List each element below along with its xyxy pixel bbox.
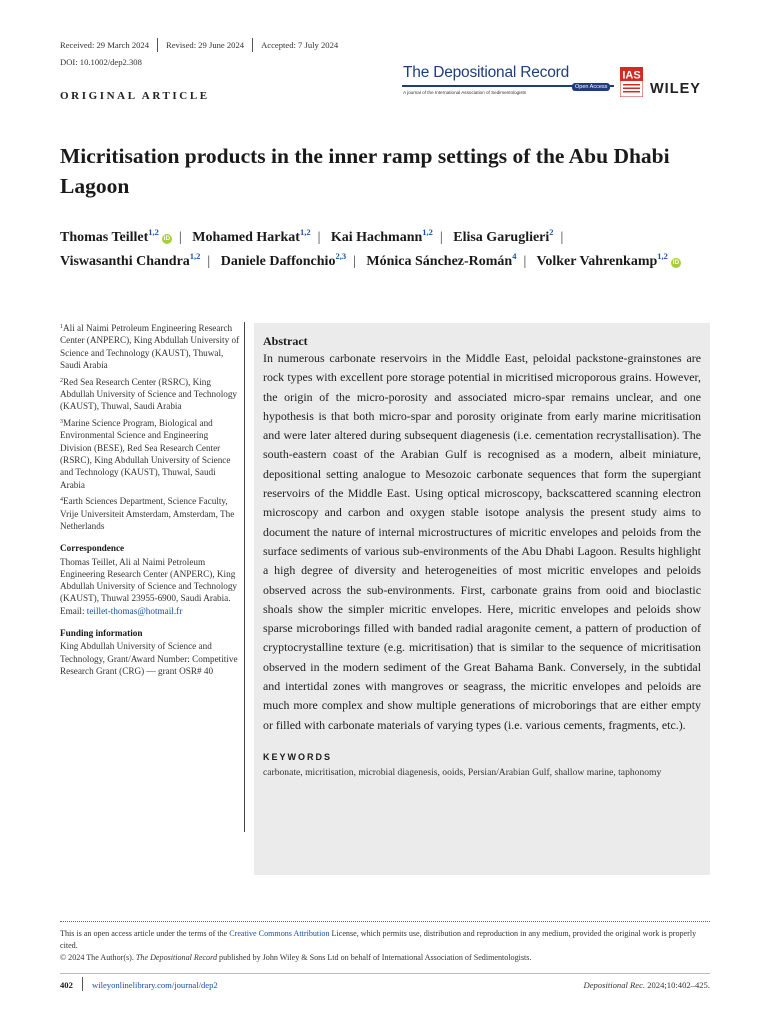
author[interactable] (453, 227, 554, 245)
journal-logo[interactable] (400, 64, 615, 98)
email-link[interactable]: teillet-thomas@hotmail.fr (86, 605, 183, 616)
abstract-heading: Abstract (263, 334, 308, 348)
affiliation (60, 376, 240, 413)
received-date: Received: 29 March 2024 (60, 40, 150, 50)
article-dates (60, 38, 338, 52)
affiliation-text: Red Sea Research Center (RSRC), King Abdullah University of Science and Technology (KAUST), Thuwal, Saudi Arabia (60, 376, 238, 412)
author[interactable] (192, 227, 311, 245)
divider (252, 38, 253, 52)
ias-logo[interactable] (620, 67, 643, 97)
author[interactable] (60, 251, 201, 269)
license-text-pre: This is an open access article under the terms of the (60, 929, 230, 938)
affiliation-text: Earth Sciences Department, Science Faculty, Vrije Universiteit Amsterdam, Amsterdam, The Netherlands (60, 496, 235, 531)
journal-tagline: A journal of the International Association of Sedimentologists (403, 90, 527, 95)
citation (583, 980, 710, 990)
footer-divider (82, 977, 83, 991)
author-name: Mohamed Harkat (192, 230, 300, 245)
abstract-box (254, 323, 710, 875)
correspondence-heading: Correspondence (60, 543, 125, 554)
affiliation-text: Marine Science Program, Biological and Environmental Science and Engineering Division (BESE), Red Sea Research Center (RSRC), King Abdullah University of Science and Technology (KAUST), Thuwal, Saudi Arabia (60, 418, 231, 490)
citation-journal: Depositional Rec. (583, 980, 646, 990)
correspondence-text (60, 556, 240, 617)
keywords-text: carbonate, micritisation, microbial diagenesis, ooids, Persian/Arabian Gulf, shallow marine, taphonomy (263, 766, 662, 778)
affiliation (60, 322, 240, 371)
column-divider (244, 322, 245, 832)
abstract-text: In numerous carbonate reservoirs in the Middle East, peloidal packstone-grainstones are rock types with excellent pore storage potential in micritised microporous grains. However, the origin of the micro-porosity and associated micro-spar remains unclear, and one hypothesis is that both micro-spar and porosity originate from early marine micritisation and were later altered during subsequent diagenesis (i.e. cementation recrystallisation). The south-eastern coast of the Arabian Gulf is recognised as a modern, albeit miniature, depositional setting analogue to Mesozoic carbonate sequences that form the supergiant reservoirs of the Middle East. Using optical microscopy, backscattered scanning electron microscopy and carbon and oxygen stable isotope analysis the present study aims to document the nature of internal microstructures of micritic envelopes and peloids from the surface sediments of various sub-environments of the Abu Dhabi Lagoon. Results highlight a high degree of diversity and heterogeneities of most micritic envelopes and peloids observed across the sub-environments. First, carbonate grains from ooid and bioclastic shoals show the simpler micritic envelopes. Here, micritic envelopes and peloids show sparse microborings filled with banded radial aragonite cement, a pattern of production of cryptocrystalline texture (e.g. micritisation) that is similar to the sequence of micritisation observed in the modern sediment of the Great Bahama Bank. Conversely, in the subtidal and intertidal zones with mangroves or seagrass, the micritic envelopes and peloids are much more complex and show multiple generations of microborings that are either empty or filled with carbonate materials of varying types (i.e. various cements, fragments, etc.). (263, 351, 701, 732)
author-separator: | (439, 230, 443, 245)
orcid-icon[interactable]: iD (163, 235, 171, 242)
author-separator: | (317, 230, 321, 245)
affiliation-number: 1 (60, 324, 63, 330)
author[interactable] (366, 251, 517, 269)
copyright-pre: © 2024 The Author(s). (60, 953, 136, 962)
author-affiliation-marker: 2,3 (335, 251, 347, 261)
license-link[interactable]: Creative Commons Attribution (229, 929, 330, 938)
footer-dotted-rule (60, 921, 710, 922)
author[interactable] (60, 227, 172, 245)
article-type: ORIGINAL ARTICLE (60, 90, 210, 102)
affiliation-number: 3 (60, 419, 63, 426)
divider (157, 38, 158, 52)
keywords-heading: KEYWORDS (263, 751, 333, 762)
author-affiliation-marker: 1,2 (189, 251, 201, 261)
author[interactable] (536, 251, 681, 269)
orcid-icon[interactable]: iD (672, 259, 680, 266)
funding-heading: Funding information (60, 628, 143, 639)
affiliation (60, 495, 240, 532)
author-affiliation-marker: 2 (549, 227, 554, 237)
article-title: Micritisation products in the inner ramp settings of the Abu Dhabi Lagoon (60, 144, 670, 198)
author-list (60, 226, 720, 274)
affiliation-list (60, 322, 240, 532)
funding-text: King Abdullah University of Science and Technology, Grant/Award Number: Competitive Research Grant (CRG) — grant OSR# 40 (60, 641, 238, 676)
author-name: Elisa Garuglieri (453, 230, 550, 245)
author-name: Daniele Daffonchio (220, 254, 336, 269)
publisher-logo[interactable]: WILEY (650, 81, 701, 97)
accepted-date: Accepted: 7 July 2024 (261, 40, 339, 50)
author-affiliation-marker: 1,2 (148, 227, 159, 237)
affiliations-column (60, 322, 240, 677)
author-name: Viswasanthi Chandra (60, 254, 190, 269)
author-name: Kai Hachmann (330, 230, 423, 245)
affiliation (60, 417, 240, 491)
author-name: Thomas Teillet (60, 230, 149, 245)
author-separator: | (560, 230, 564, 245)
page-number: 402 (60, 980, 73, 990)
copyright-post: published by John Wiley & Sons Ltd on behalf of International Association of Sedimentologists. (217, 953, 532, 962)
doi[interactable]: DOI: 10.1002/dep2.308 (60, 57, 142, 67)
ias-logo-icon (620, 67, 643, 97)
author-affiliation-marker: 1,2 (657, 251, 668, 261)
open-access-badge: Open Access (572, 83, 610, 91)
author-affiliation-marker: 4 (512, 251, 517, 261)
author-affiliation-marker: 1,2 (299, 227, 311, 237)
citation-details: 2024;10:402–425. (645, 980, 710, 990)
author-separator: | (353, 254, 356, 269)
license-notice (60, 928, 710, 964)
correspondence-address: Thomas Teillet, Ali al Naimi Petroleum Engineering Research Center (ANPERC), King Abdullah University of Science and Technology (KAUST), Thuwal 23955-6900, Saudi Arabia. (60, 556, 238, 604)
author[interactable] (330, 227, 433, 245)
author-affiliation-marker: 1,2 (422, 227, 433, 237)
email-label: Email: (60, 605, 87, 616)
revised-date: Revised: 29 June 2024 (166, 40, 245, 50)
author-separator: | (178, 230, 182, 245)
affiliation-number: 2 (60, 377, 63, 384)
author[interactable] (220, 251, 347, 269)
affiliation-text: Ali al Naimi Petroleum Engineering Research Center (ANPERC), King Abdullah University of Science and Technology (KAUST), Thuwal, Saudi Arabia (60, 323, 240, 370)
author-name: Volker Vahrenkamp (536, 254, 658, 269)
copyright-journal: The Depositional Record (135, 953, 217, 962)
affiliation-number: 4 (60, 497, 63, 504)
author-separator: | (523, 254, 527, 269)
author-name: Mónica Sánchez-Román (366, 254, 513, 269)
ias-logo-text: IAS (622, 69, 641, 82)
journal-name: The Depositional Record (403, 64, 569, 81)
footer-rule (60, 973, 710, 974)
journal-url-link[interactable]: wileyonlinelibrary.com/journal/dep2 (92, 980, 218, 990)
author-separator: | (207, 254, 211, 269)
license-text-post: License, which permits use, distribution and reproduction in any medium, provided the original work is properly cited. (60, 929, 697, 950)
